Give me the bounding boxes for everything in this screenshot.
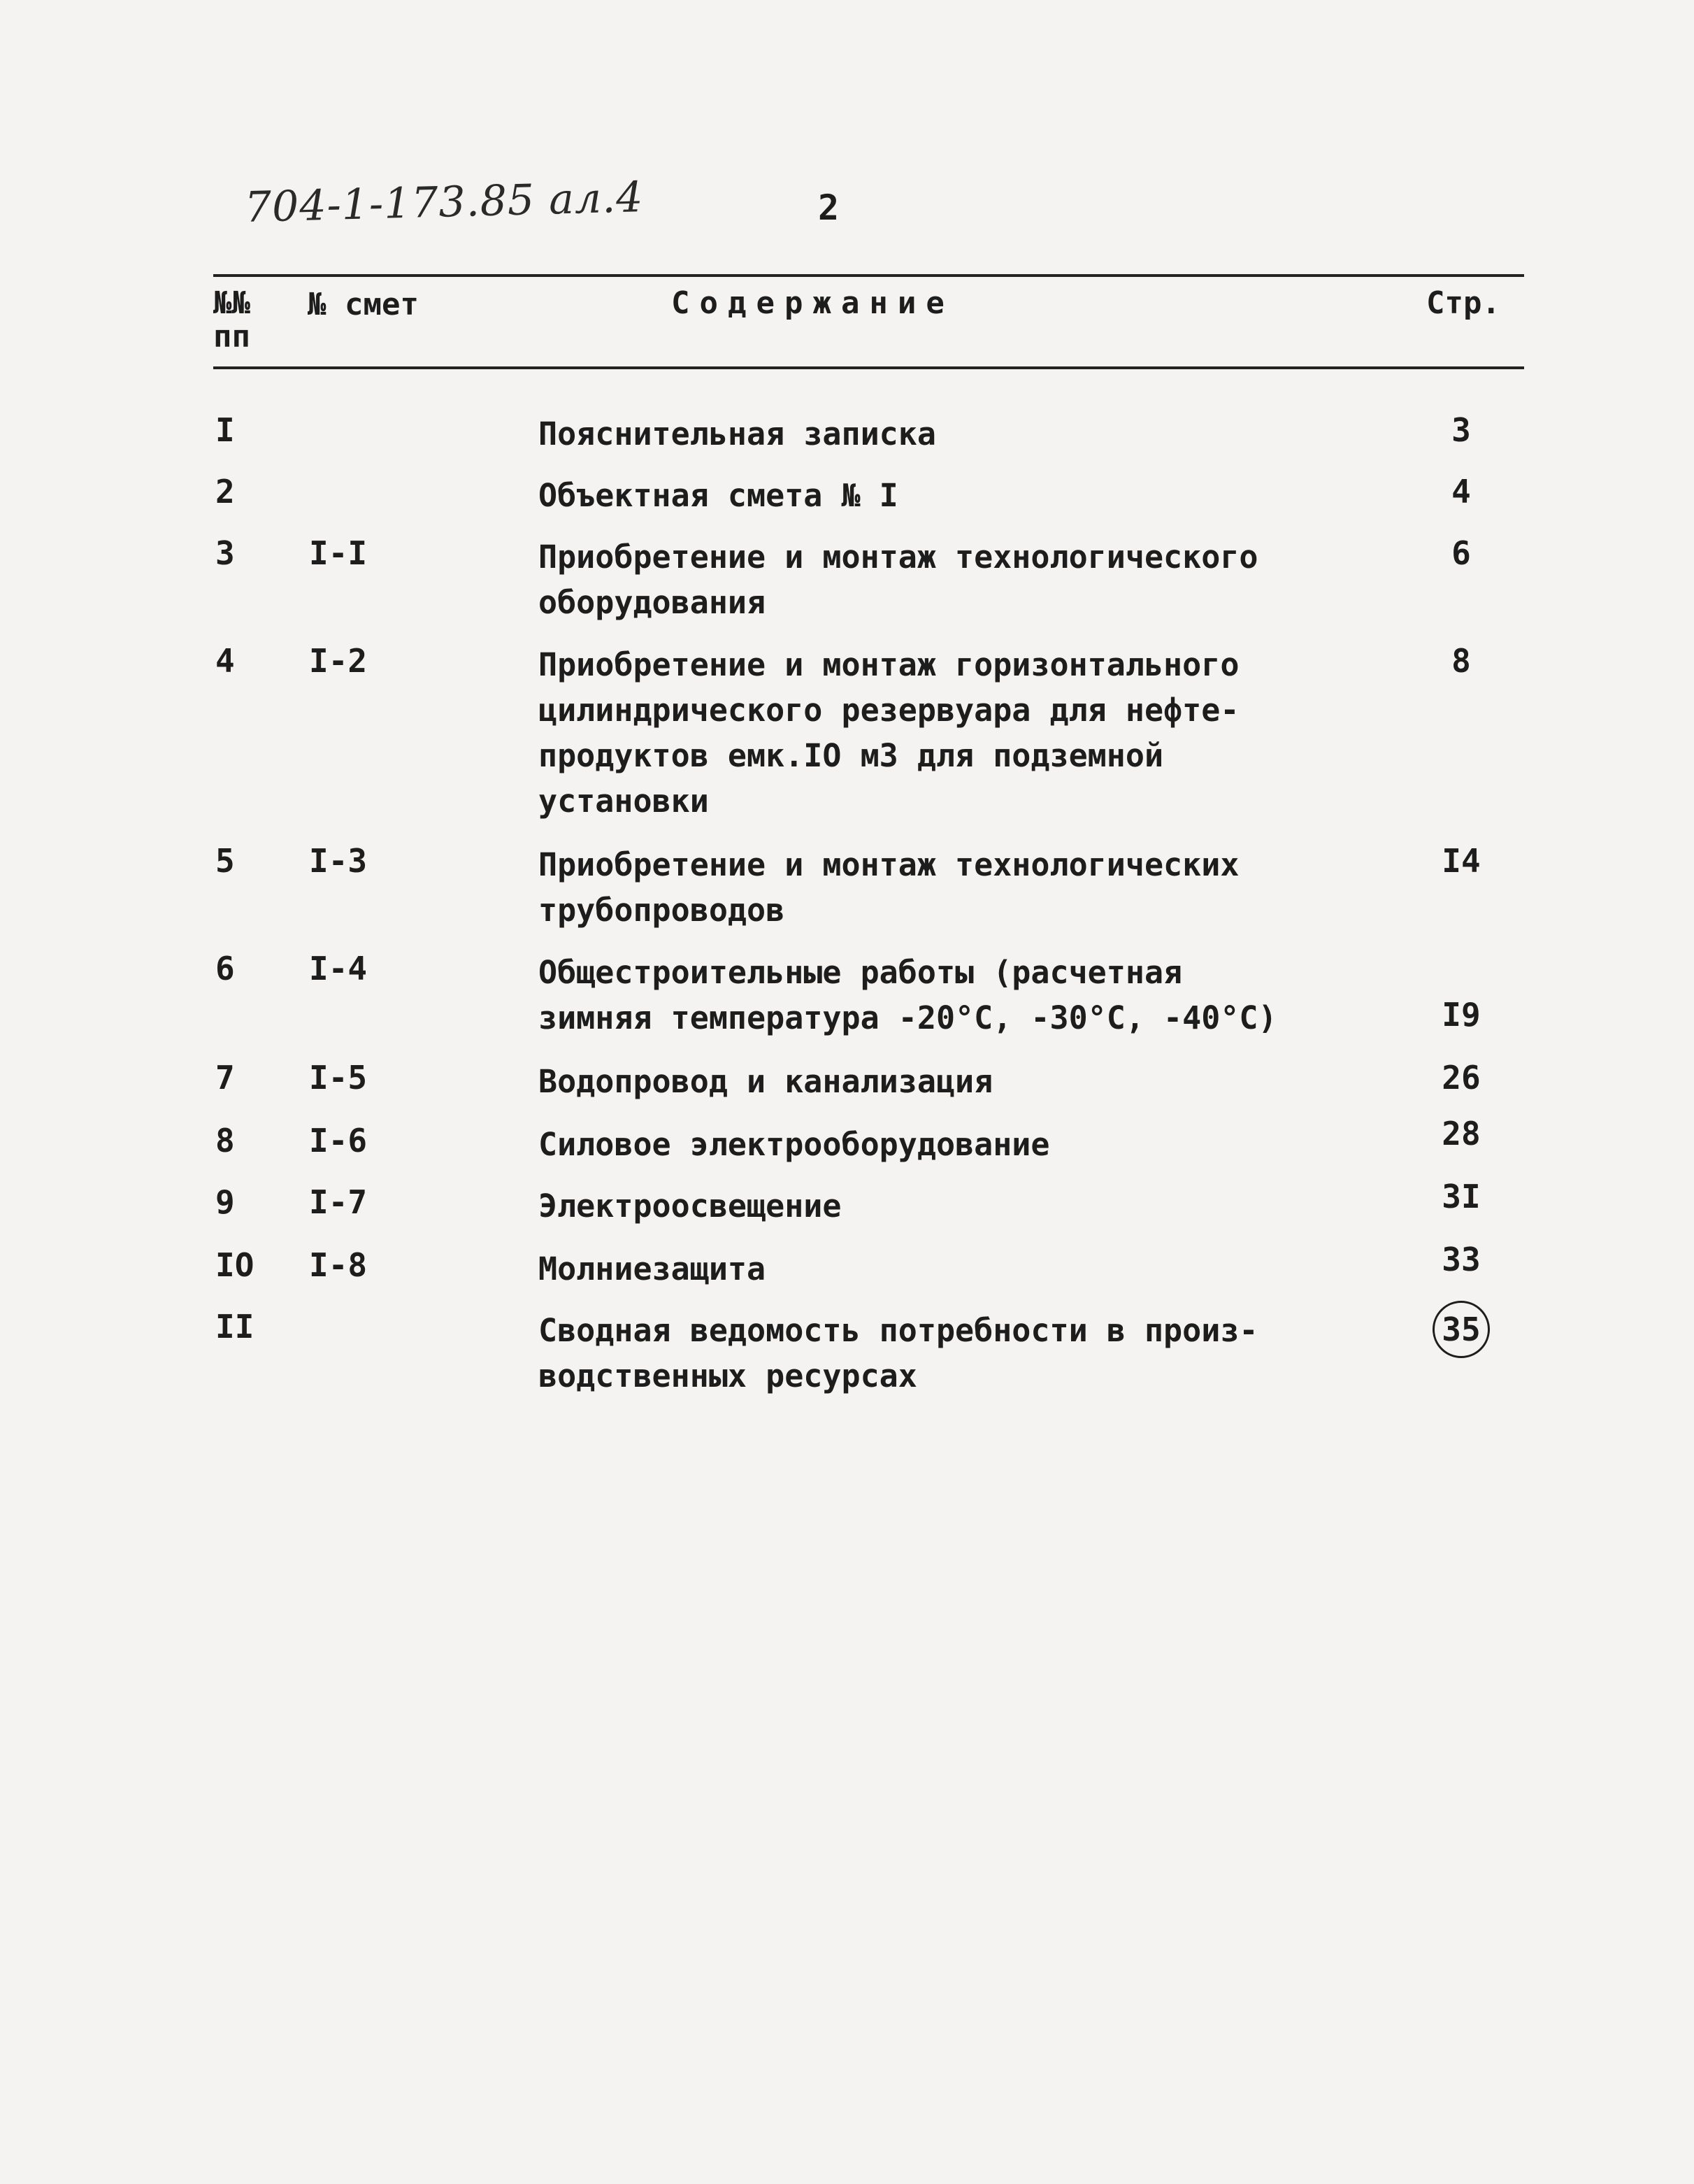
row-content-line: зимняя температура -20°С, -30°С, -40°С) [538, 999, 1277, 1036]
column-header-page: Стр. [1426, 285, 1500, 321]
row-content-line: Молниезащита [538, 1250, 766, 1287]
row-content-line: Силовое электрооборудование [538, 1126, 1050, 1163]
row-page: 3 [1451, 411, 1471, 449]
row-page [1391, 1308, 1531, 1358]
row-content-line: Приобретение и монтаж технологического [538, 538, 1258, 576]
row-number: 7 [215, 1059, 235, 1097]
row-number: 6 [215, 950, 235, 987]
row-content [538, 842, 1321, 933]
row-content-line: Сводная ведомость потребности в произ- [538, 1312, 1258, 1349]
page-number: 2 [818, 187, 840, 228]
row-number: I [215, 411, 235, 449]
row-content-line: Приобретение и монтаж горизонтального [538, 646, 1240, 683]
column-header-content: Содержание [671, 285, 954, 321]
row-content [538, 411, 1321, 457]
row-content [538, 1183, 1321, 1229]
row-estimate: I-7 [309, 1183, 368, 1221]
row-page: 3I [1442, 1178, 1481, 1215]
table-header-rule [213, 366, 1524, 369]
row-content-line: установки [538, 783, 709, 820]
row-estimate: I-5 [309, 1059, 368, 1097]
row-content-line: Объектная смета № I [538, 477, 898, 514]
row-content [538, 1246, 1321, 1292]
row-content-line: Общестроительные работы (расчетная [538, 954, 1183, 991]
row-number: 5 [215, 842, 235, 880]
row-page: 8 [1451, 642, 1471, 680]
row-estimate: I-6 [309, 1122, 368, 1159]
row-page: I4 [1442, 842, 1481, 880]
document-code: 704-1-173.85 ал.4 [244, 173, 645, 232]
row-number: 4 [215, 642, 235, 680]
row-content-line: Приобретение и монтаж технологических [538, 846, 1240, 883]
row-content-line: Водопровод и канализация [538, 1063, 993, 1100]
table-top-rule [213, 274, 1524, 277]
row-page: 33 [1442, 1241, 1481, 1278]
row-page: 26 [1442, 1059, 1481, 1097]
column-header-number-line2: пп [213, 319, 250, 355]
row-content [538, 473, 1321, 518]
row-page: 4 [1451, 473, 1471, 511]
row-estimate: I-2 [309, 642, 368, 680]
circled-page-number: 35 [1433, 1301, 1490, 1358]
row-content-line: Электроосвещение [538, 1187, 842, 1225]
row-page: 28 [1442, 1115, 1481, 1152]
row-number: 9 [215, 1183, 235, 1221]
row-content [538, 534, 1321, 625]
column-header-estimate: № смет [308, 287, 419, 322]
row-page: I9 [1442, 996, 1481, 1034]
row-content-line: Пояснительная записка [538, 415, 936, 452]
row-content [538, 950, 1321, 1041]
row-content-line: оборудования [538, 584, 766, 621]
row-content-line: цилиндрического резервуара для нефте- [538, 692, 1240, 729]
row-number: 8 [215, 1122, 235, 1159]
row-content-line: трубопроводов [538, 892, 785, 929]
row-estimate: I-3 [309, 842, 368, 880]
column-header-number-line1: №№ [213, 285, 250, 321]
column-header-number [213, 287, 276, 354]
row-page: 6 [1451, 534, 1471, 572]
row-number: 3 [215, 534, 235, 572]
row-estimate: I-8 [309, 1246, 368, 1284]
row-content-line: продуктов емк.IO м3 для подземной [538, 737, 1164, 774]
row-estimate: I-I [309, 534, 368, 572]
row-number: 2 [215, 473, 235, 511]
row-number: IO [215, 1246, 254, 1284]
row-content [538, 1308, 1321, 1399]
row-estimate: I-4 [309, 950, 368, 987]
row-content [538, 1059, 1321, 1104]
row-content-line: водственных ресурсах [538, 1357, 917, 1394]
row-content [538, 1122, 1321, 1167]
row-number: II [215, 1308, 254, 1346]
row-content [538, 642, 1321, 824]
